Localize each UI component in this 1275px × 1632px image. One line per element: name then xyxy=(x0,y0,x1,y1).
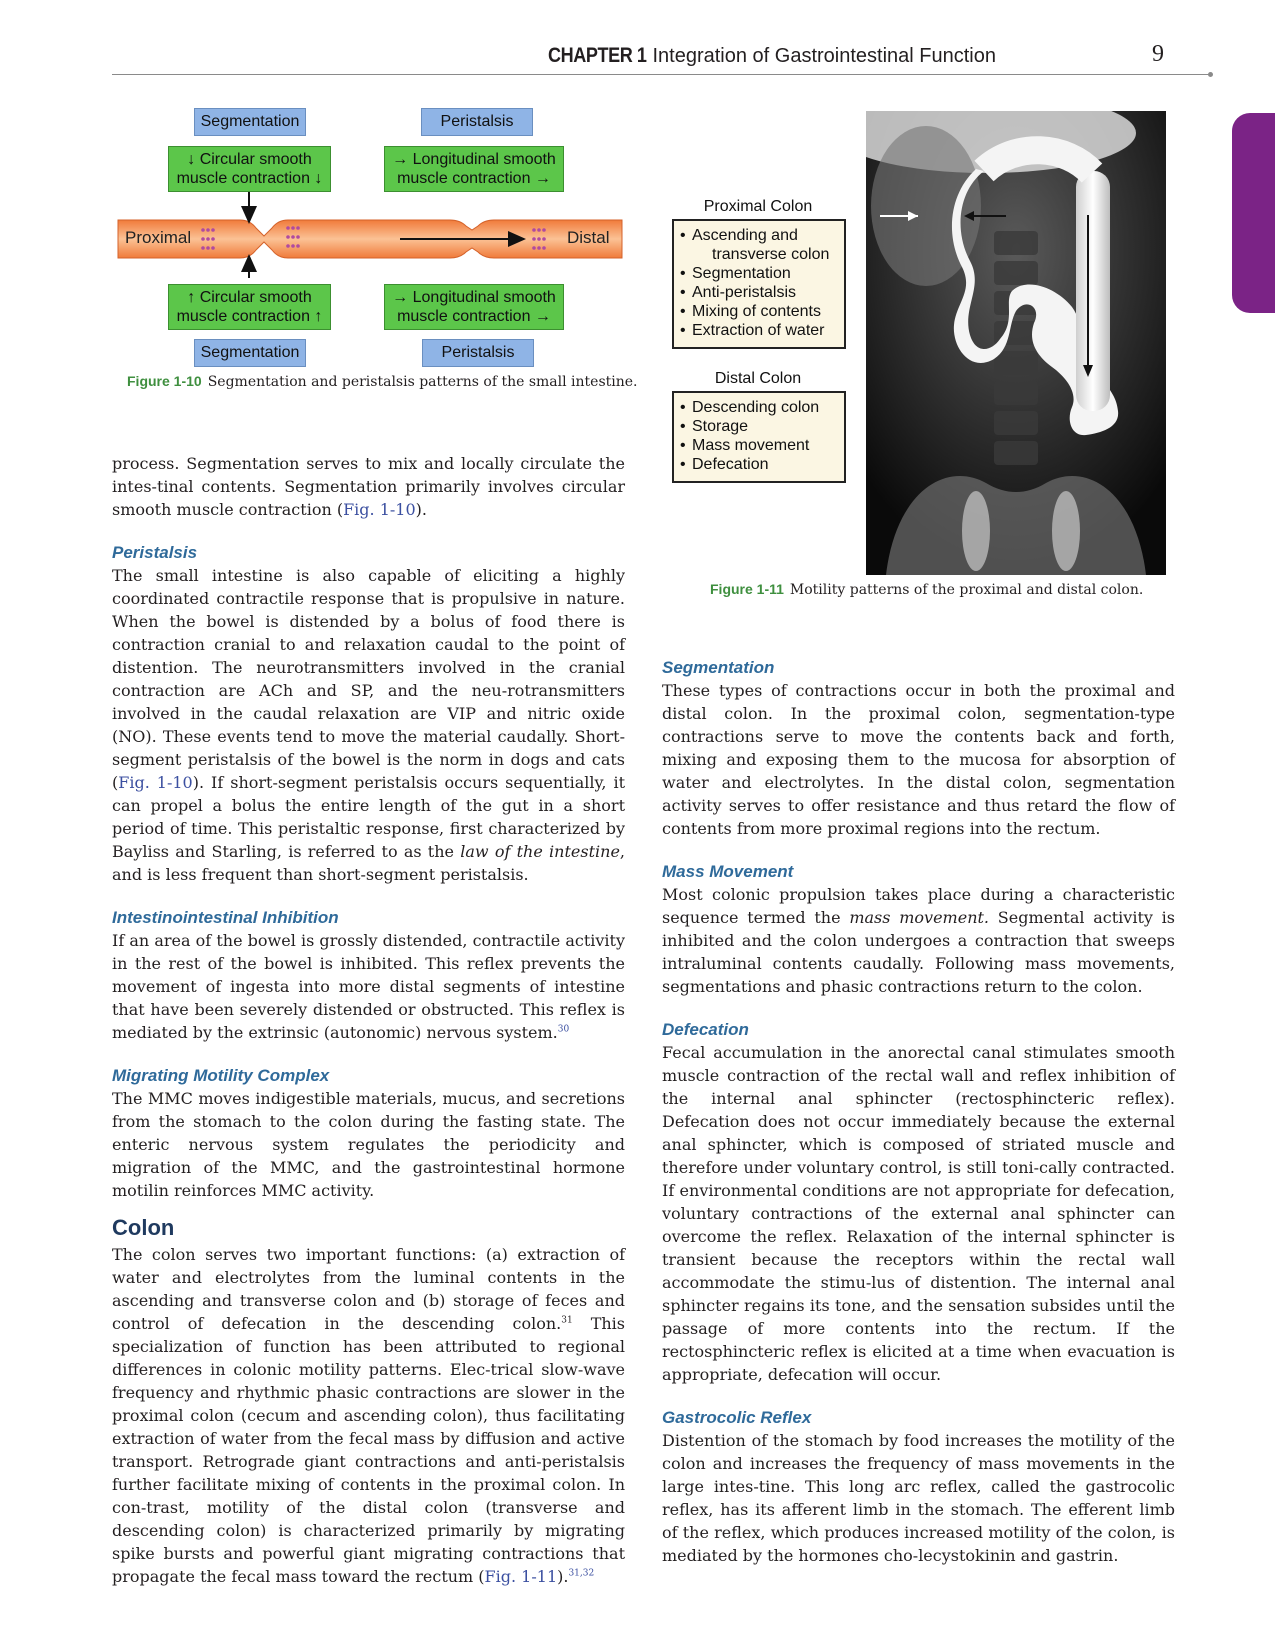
header-rule xyxy=(112,74,1212,75)
mmc-paragraph: The MMC moves indigestible materials, mucus, and secretions from the stomach to the colon during the fasting state. The enteric nervous system regulates the periodicity and migration of the MMC, and the gastrointestinal hormone motilin reinforces MMC activity. xyxy=(112,1089,625,1200)
bolus-dots-right xyxy=(532,228,546,250)
right-column xyxy=(662,657,1175,1567)
circular-top-line1: ↓ Circular smooth xyxy=(187,151,312,168)
proximal-item: • Mixing of contents xyxy=(680,302,838,321)
segmentation-heading: Segmentation xyxy=(662,658,775,677)
descending-colon xyxy=(1076,171,1110,411)
colon-text: The colon serves two important functions: (a) extraction of water and electrolytes from the luminal contents in the ascending and transverse colon and (b) storage of feces and control of defecation in the descending colon. xyxy=(112,1245,625,1333)
figure-1-11-caption xyxy=(710,581,1143,598)
peristalsis-text-3: , and is less frequent than short-segment peristalsis. xyxy=(112,842,626,884)
colon-radiograph xyxy=(866,111,1166,575)
bolus-dots-left xyxy=(201,228,215,250)
fig-1-11-link[interactable]: Fig. 1-11 xyxy=(484,1567,558,1586)
longitudinal-top-line2: muscle contraction → xyxy=(397,170,551,187)
peristalsis-label-bottom: Peristalsis xyxy=(422,339,534,367)
chapter-heading xyxy=(532,44,996,68)
distal-item: • Mass movement xyxy=(680,436,838,455)
mass-movement-heading: Mass Movement xyxy=(662,862,794,881)
left-column xyxy=(112,452,625,1588)
inhibition-heading: Intestinointestinal Inhibition xyxy=(112,908,339,927)
colon-text-3: ). xyxy=(557,1567,569,1586)
circular-contraction-bottom xyxy=(168,284,331,330)
longitudinal-bottom-line2: muscle contraction → xyxy=(397,308,551,325)
page-number: 9 xyxy=(1152,41,1164,67)
figure-1-10-caption-label: Figure 1-10 xyxy=(127,373,202,389)
figure-1-10 xyxy=(112,108,638,408)
circular-top-line2: muscle contraction ↓ xyxy=(176,170,323,187)
proximal-colon-title: Proximal Colon xyxy=(703,198,813,215)
mmc-heading: Migrating Motility Complex xyxy=(112,1066,330,1085)
peristalsis-paragraph xyxy=(112,564,625,886)
header-rule-dot xyxy=(1208,72,1213,77)
longitudinal-bottom-line1: → Longitudinal smooth xyxy=(392,289,556,306)
figure-1-11-caption-text: Motility patterns of the proximal and distal colon. xyxy=(789,582,1144,598)
mass-text-2: Segmental activity is inhibited and the colon undergoes a contraction that sweeps intraluminal contents caudally. Following mass movements, segmentations and phasic contractions return to the colon. xyxy=(662,908,1175,996)
segmentation-paragraph: These types of contractions occur in both the proximal and distal colon. In the proximal colon, segmentation-type contractions serve to move the contents back and forth, mixing and exposing them to the mucosa for absorption of water and electrolytes. In the distal colon, segmentation activity serves to offer resistance and thus retard the flow of contents from more proximal regions into the rectum. xyxy=(662,681,1175,838)
colon-text-2: This specialization of function has been attributed to regional differences in colonic motility patterns. Elec-trical slow-wave frequency and rhythmic phasic contractions are slower in the proximal colon (cecum and ascending colon), thus facilitating extraction of water from the fecal mass by diffusion and active transport. Retrograde giant contractions and anti-peristalsis further facilitate mixing of contents in the proximal colon. In con-trast, motility of the distal colon (transverse and descending colon) is characterized primarily by migrating spike bursts and powerful giant migrating contractions that propagate the fecal mass toward the rectum ( xyxy=(112,1314,625,1586)
distal-item: • Descending colon xyxy=(680,398,838,417)
mass-text: Most colonic propulsion takes place during a characteristic sequence termed the xyxy=(662,885,1175,927)
circular-bottom-line1: ↑ Circular smooth xyxy=(187,289,312,306)
proximal-label: Proximal xyxy=(125,228,192,247)
intro-text-end: ). xyxy=(415,500,427,519)
proximal-item: transverse colon xyxy=(712,246,830,263)
gastrocolic-paragraph: Distention of the stomach by food increases the motility of the colon and increases the frequency of mass movements in the large intes-tine. This long arc reflex, called the gastrocolic reflex, has its afferent limb in the stomach. The efferent limb of the reflex, which produces increased motility of the colon, is mediated by the hormones cho-lecystokinin and gastrin. xyxy=(662,1431,1175,1565)
running-header xyxy=(112,38,1210,74)
circular-bottom-line2: muscle contraction ↑ xyxy=(176,308,323,325)
longitudinal-top-line1: → Longitudinal smooth xyxy=(392,151,556,168)
circular-contraction-top xyxy=(168,146,331,192)
inhibition-paragraph xyxy=(112,929,625,1044)
gastrocolic-heading: Gastrocolic Reflex xyxy=(662,1408,812,1427)
fig-1-10-link-2[interactable]: Fig. 1-10 xyxy=(118,773,193,792)
colon-paragraph xyxy=(112,1243,625,1588)
figure-1-11-caption-label: Figure 1-11 xyxy=(710,581,784,597)
proximal-item: • Ascending and xyxy=(680,226,838,245)
ref-31[interactable]: 31 xyxy=(561,1315,573,1326)
proximal-colon-list xyxy=(672,219,846,349)
fig-1-10-link[interactable]: Fig. 1-10 xyxy=(343,500,416,519)
intro-paragraph xyxy=(112,452,625,521)
chapter-thumb-tab xyxy=(1232,113,1275,313)
inhibition-text: If an area of the bowel is grossly distended, contractile activity in the rest of the bowel is inhibited. This reflex prevents the movement of ingesta into more distal segments of intestine that have been severely distended or obstructed. This reflex is mediated by the extrinsic (autonomic) nervous system. xyxy=(112,931,625,1042)
distal-colon-title: Distal Colon xyxy=(714,370,802,387)
defecation-paragraph: Fecal accumulation in the anorectal canal stimulates smooth muscle contraction of the rectal wall and reflex inhibition of the internal anal sphincter (rectosphincteric reflex). Defecation does not occur immediately because the external anal sphincter, which is composed of striated muscle and therefore under voluntary control, is still toni-cally contracted. If environmental conditions are not appropriate for defecation, voluntary contractions of the external anal sphincter can overcome the reflex. Relaxation of the internal sphincter is transient because the receptors within the rectal wall accommodate the stimu-lus of distention. The internal anal sphincter regains its tone, and the sensation subsides until the passage of more contents into the rectum. If the rectosphincteric reflex is elicited at a time when evacuation is appropriate, defecation will occur. xyxy=(662,1043,1175,1384)
distal-colon-list xyxy=(672,391,846,483)
defecation-heading: Defecation xyxy=(662,1020,749,1039)
bolus-dots-middle xyxy=(286,226,300,248)
colon-heading: Colon xyxy=(112,1215,175,1240)
segmentation-label-bottom: Segmentation xyxy=(194,339,306,367)
law-of-intestine: law of the intestine xyxy=(460,842,620,861)
peristalsis-text-2: ). If short-segment peristalsis occurs sequentially, it can propel a bolus the entire length of the gut in a short period of time. This peristaltic response, first characterized by Bayliss and Starling, is referred to as the xyxy=(112,773,626,861)
proximal-item: • Anti-peristalsis xyxy=(680,283,838,302)
figure-1-10-caption-text: Segmentation and peristalsis patterns of the small intestine. xyxy=(207,374,638,390)
ref-31-32[interactable]: 31,32 xyxy=(568,1568,595,1579)
proximal-item: • Segmentation xyxy=(680,264,838,283)
proximal-item: • Extraction of water xyxy=(680,321,838,340)
distal-item: • Storage xyxy=(680,417,838,436)
chapter-title: Integration of Gastrointestinal Function xyxy=(652,45,996,67)
peristalsis-text: The small intestine is also capable of eliciting a highly coordinated contractile response that is propulsive in nature. When the bowel is distended by a bolus of food there is contraction cranial to and relaxation caudal to the point of distention. The neurotransmitters involved in the cranial contraction are ACh and SP, and the neu-rotransmitters involved in the caudal relaxation are VIP and nitric oxide (NO). These events tend to move the material caudally. Short-segment peristalsis of the bowel is the norm in dogs and cats ( xyxy=(112,566,625,792)
intro-text: process. Segmentation serves to mix and locally circulate the intes-tinal contents. Segmentation primarily involves circular smooth muscle contraction ( xyxy=(112,454,625,519)
longitudinal-contraction-top xyxy=(384,146,564,192)
figure-1-10-caption xyxy=(127,373,638,390)
peristalsis-label-top: Peristalsis xyxy=(421,108,533,136)
mass-movement-term: mass movement. xyxy=(849,908,990,927)
chapter-label: CHAPTER 1 xyxy=(547,44,647,67)
intestine-tube xyxy=(118,220,622,258)
segmentation-label-top: Segmentation xyxy=(194,108,306,136)
mass-movement-paragraph xyxy=(662,883,1175,998)
ref-30[interactable]: 30 xyxy=(557,1024,570,1035)
peristalsis-heading: Peristalsis xyxy=(112,543,198,562)
distal-item: • Defecation xyxy=(680,455,838,474)
distal-label: Distal xyxy=(567,228,610,247)
longitudinal-contraction-bottom xyxy=(384,284,564,330)
